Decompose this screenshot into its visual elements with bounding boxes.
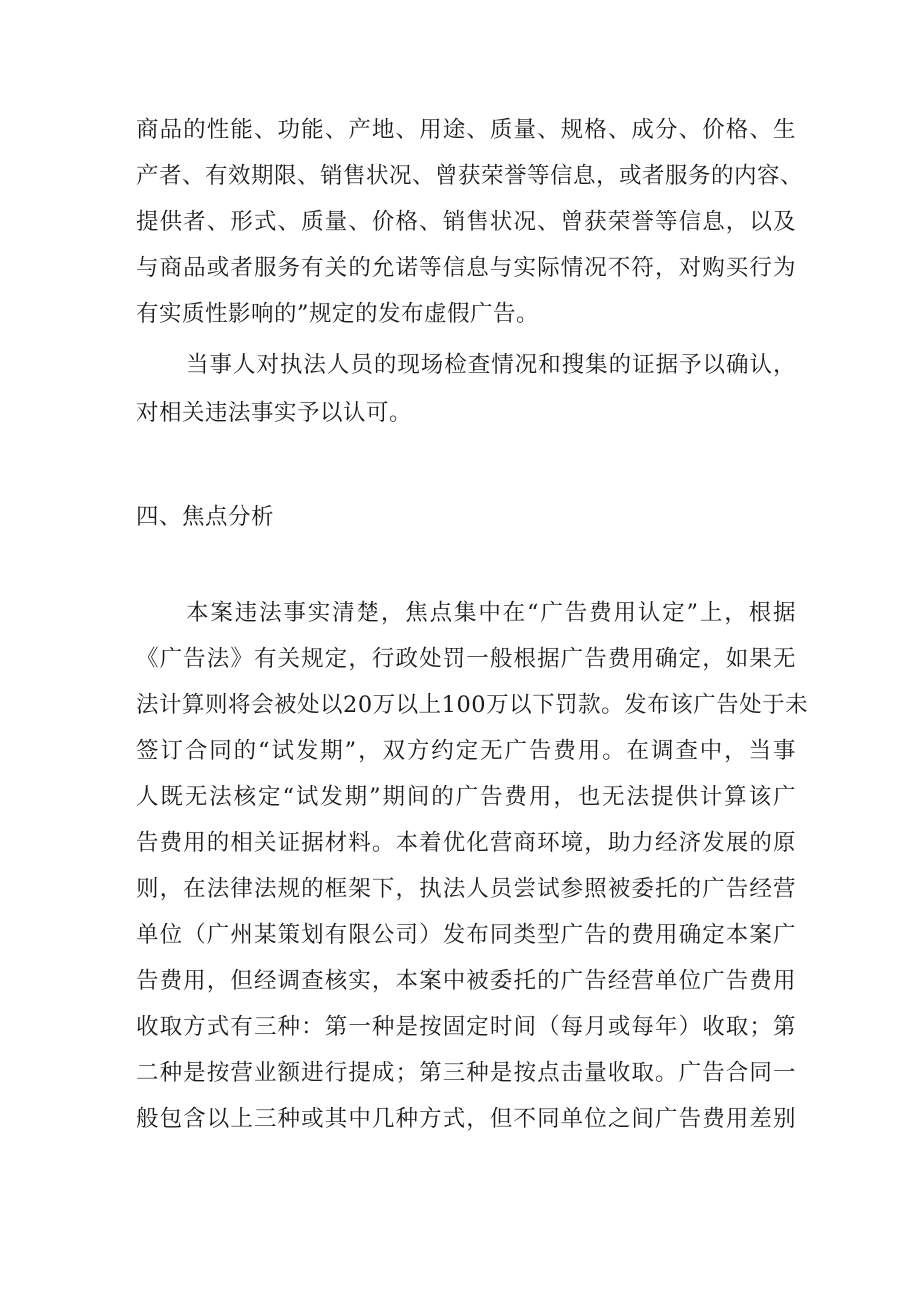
paragraph-line: 与商品或者服务有关的允诺等信息与实际情况不符，对购买行为 [136, 255, 796, 281]
paragraph-line: 二种是按营业额进行提成；第三种是按点击量收取。广告合同一 [136, 1060, 796, 1086]
paragraph-line: 本案违法事实清楚，焦点集中在“广告费用认定”上，根据 [186, 600, 796, 626]
paragraph-line: 人既无法核定“试发期”期间的广告费用，也无法提供计算该广 [136, 784, 796, 810]
section-heading: 四、焦点分析 [136, 504, 275, 530]
paragraph-line: 商品的性能、功能、产地、用途、质量、规格、成分、价格、生 [136, 117, 796, 143]
paragraph-line: 对相关违法事实予以认可。 [136, 400, 413, 426]
paragraph-line: 产者、有效期限、销售状况、曾获荣誉等信息，或者服务的内容、 [136, 163, 804, 189]
paragraph-line: 则，在法律法规的框架下，执法人员尝试参照被委托的广告经营 [136, 876, 796, 902]
paragraph-line: 《广告法》有关规定，行政处罚一般根据广告费用确定，如果无 [136, 646, 796, 672]
paragraph-line: 告费用，但经调查核实，本案中被委托的广告经营单位广告费用 [136, 968, 796, 994]
paragraph-line: 般包含以上三种或其中几种方式，但不同单位之间广告费用差别 [136, 1106, 796, 1132]
paragraph-line: 收取方式有三种：第一种是按固定时间（每月或每年）收取；第 [136, 1014, 796, 1040]
paragraph-line: 提供者、形式、质量、价格、销售状况、曾获荣誉等信息，以及 [136, 209, 796, 235]
paragraph-line: 签订合同的“试发期”，双方约定无广告费用。在调查中，当事 [136, 738, 796, 764]
paragraph-line: 当事人对执法人员的现场检查情况和搜集的证据予以确认， [186, 352, 796, 378]
paragraph-line: 有实质性影响的”规定的发布虚假广告。 [136, 301, 540, 327]
paragraph-line: 单位（广州某策划有限公司）发布同类型广告的费用确定本案广 [136, 922, 796, 948]
paragraph-line: 告费用的相关证据材料。本着优化营商环境，助力经济发展的原 [136, 830, 796, 856]
paragraph-line: 法计算则将会被处以20万以上100万以下罚款。发布该广告处于未 [136, 692, 809, 718]
